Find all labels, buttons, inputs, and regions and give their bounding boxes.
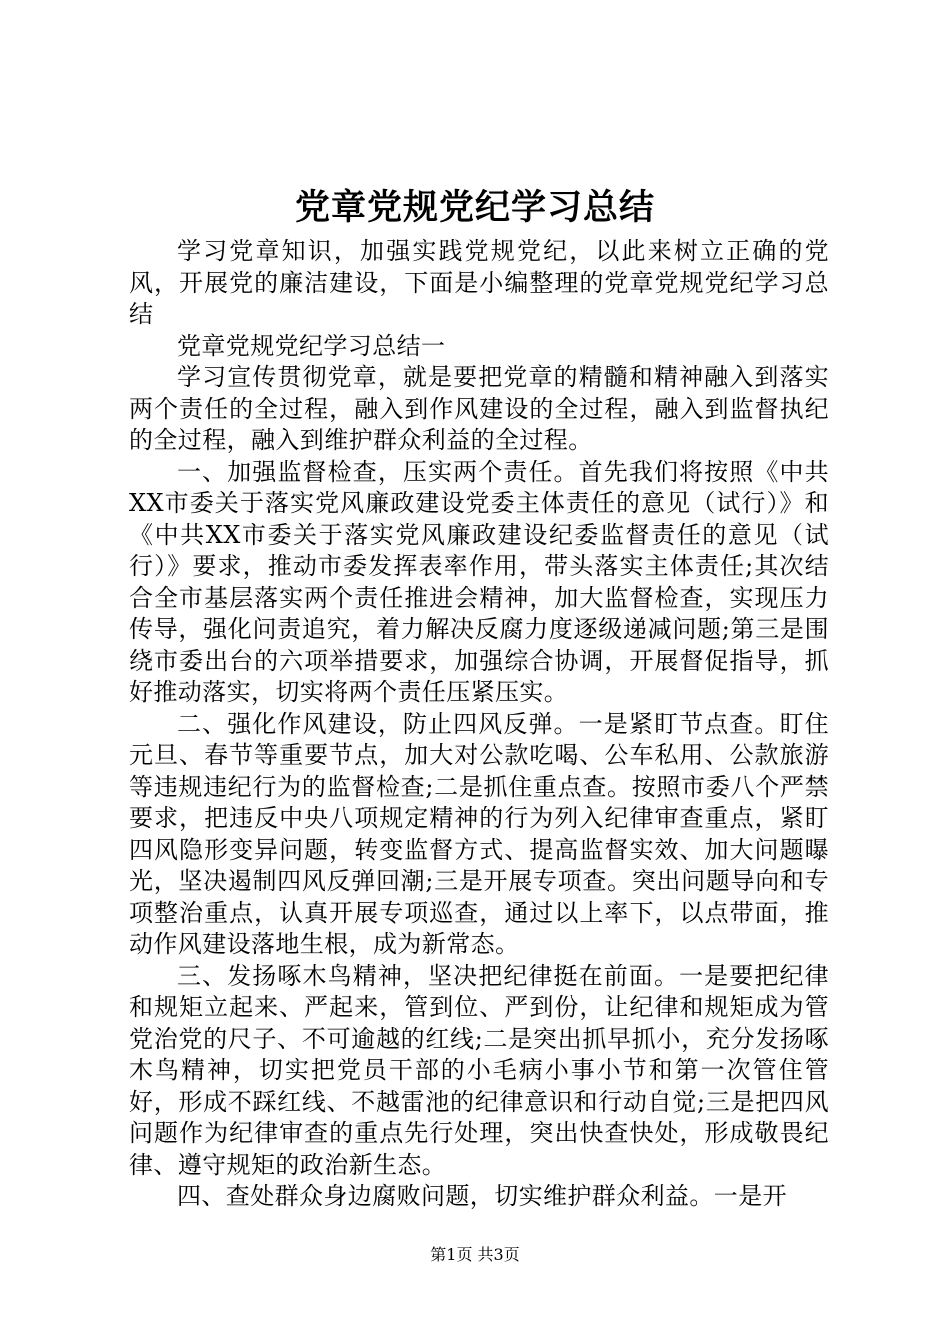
body-paragraph: 四、查处群众身边腐败问题，切实维护群众利益。一是开 [177,1182,787,1210]
document-title: 党章党规党纪学习总结 [294,187,655,228]
body-paragraph: 学习宣传贯彻党章，就是要把党章的精髓和精神融入到落实两个责任的全过程，融入到作风建设的全过程，融入到监督执纪的全过程，融入到维护群众利益的全过程。 [129,363,829,454]
intro-paragraph: 学习党章知识，加强实践党规党纪，以此来树立正确的党风，开展党的廉洁建设，下面是小编整理的党章党规党纪学习总结 [129,237,829,328]
body-paragraph: 一、加强监督检查，压实两个责任。首先我们将按照《中共XX市委关于落实党风廉政建设党委主体责任的意见（试行）》和《中共XX市委关于落实党风廉政建设纪委监督责任的意见（试行）》要求，推动市委发挥表率作用，带头落实主体责任;其次结合全市基层落实两个责任推进会精神，加大监督检查，实现压力传导，强化问责追究，着力解决反腐力度逐级递减问题;第三是围绕市委出台的六项举措要求，加强综合协调，开展督促指导，抓好推动落实，切实将两个责任压紧压实。 [129,457,829,706]
page-footer: 第1页 共3页 [430,1245,520,1264]
document-body [129,236,829,1213]
section-heading: 党章党规党纪学习总结一 [177,331,446,360]
body-paragraph: 二、强化作风建设，防止四风反弹。一是紧盯节点查。盯住元旦、春节等重要节点，加大对公款吃喝、公车私用、公款旅游等违规违纪行为的监督检查;二是抓住重点查。按照市委八个严禁要求，把违反中央八项规定精神的行为列入纪律审查重点，紧盯四风隐形变异问题，转变监督方式、提高监督实效、加大问题曝光，坚决遏制四风反弹回潮;三是开展专项查。突出问题导向和专项整治重点，认真开展专项巡查，通过以上率下，以点带面，推动作风建设落地生根，成为新常态。 [129,709,829,958]
body-paragraph: 三、发扬啄木鸟精神，坚决把纪律挺在前面。一是要把纪律和规矩立起来、严起来，管到位、严到份，让纪律和规矩成为管党治党的尺子、不可逾越的红线;二是突出抓早抓小，充分发扬啄木鸟精神，切实把党员干部的小毛病小事小节和第一次管住管好，形成不踩红线、不越雷池的纪律意识和行动自觉;三是把四风问题作为纪律审查的重点先行处理，突出快查快处，形成敬畏纪律、遵守规矩的政治新生态。 [129,961,829,1179]
